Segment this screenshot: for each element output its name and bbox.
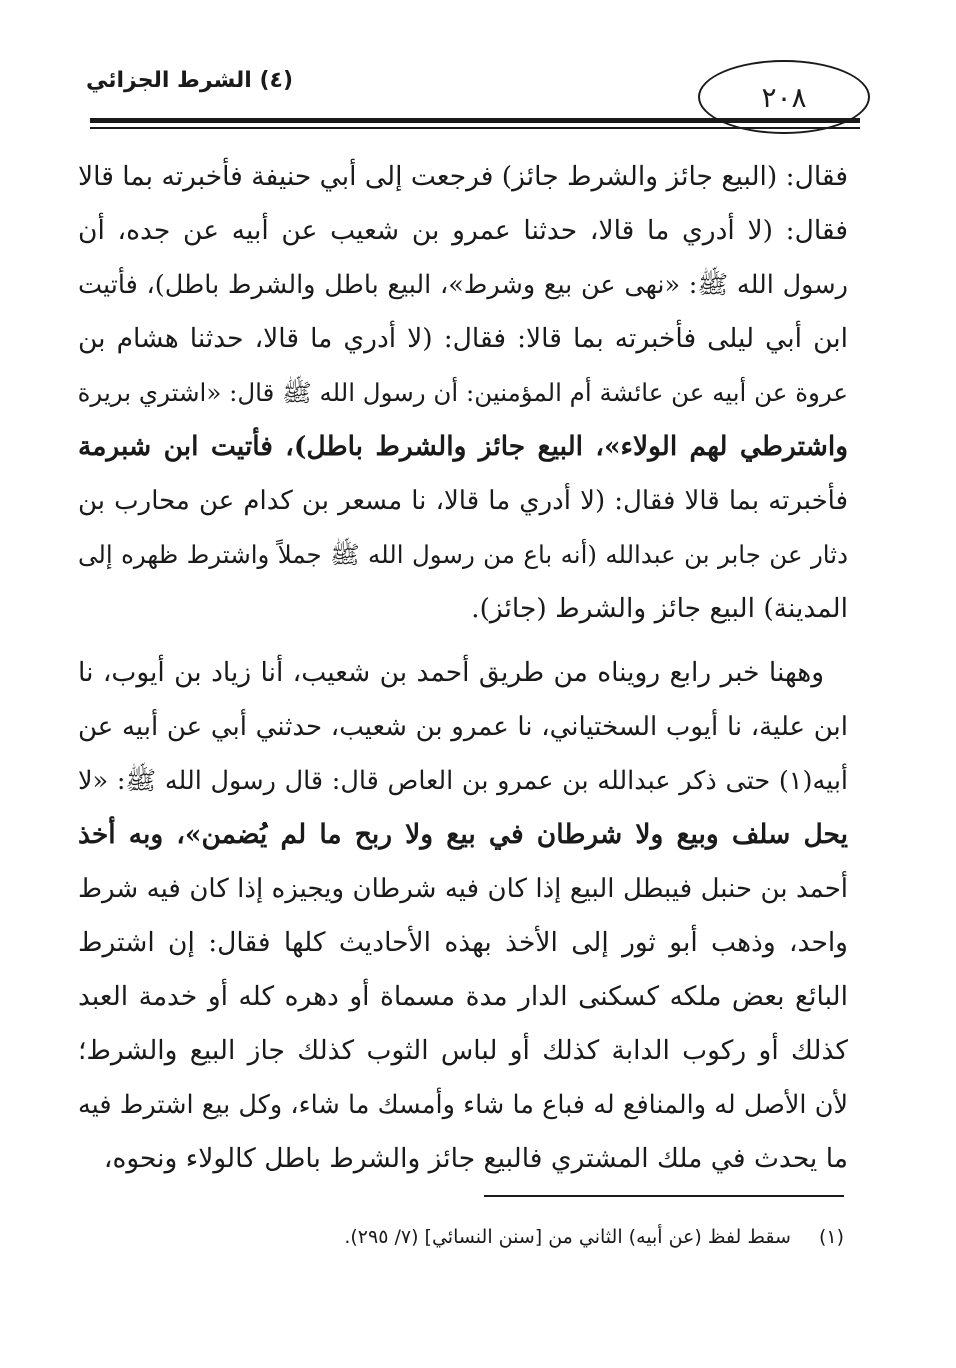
- text-line: ما يحدث في ملك المشتري فالبيع جائز والشرط باطل كالولاء ونحوه،: [103, 1143, 848, 1174]
- text-line: عروة عن أبيه عن عائشة أم المؤمنين: أن رسول الله ﷺ قال: «اشتري بريرة: [77, 378, 848, 407]
- text-line: يحل سلف وبيع ولا شرطان في بيع ولا ربح ما لم يُضمن»، وبه أخذ: [78, 819, 848, 850]
- running-title: (٤) الشرط الجزائي: [86, 68, 293, 93]
- text-line: وههنا خبر رابع رويناه من طريق أحمد بن شعيب، أنا زياد بن أيوب، نا: [78, 657, 824, 688]
- footnote-text: سقط لفظ (عن أبيه) الثاني من [سنن النسائي] (٧/ ٢٩٥).: [344, 1226, 791, 1248]
- paragraph-1: [78, 150, 848, 636]
- page-number: ٢٠٨: [698, 60, 870, 134]
- header-rule-thin: [90, 127, 860, 129]
- text-line: ابن علية، نا أيوب السختياني، نا عمرو بن شعيب، حدثني أبي عن أبيه عن: [78, 712, 848, 742]
- paragraph-2: [78, 646, 848, 1186]
- text-line: واحد، وذهب أبو ثور إلى الأخذ بهذه الأحاديث كلها فقال: إن اشترط: [78, 927, 848, 958]
- text-line: فقال: (لا أدري ما قالا، حدثنا عمرو بن شعيب عن أبيه عن جده، أن: [78, 215, 848, 246]
- text-line: فقال: (البيع جائز والشرط جائز) فرجعت إلى أبي حنيفة فأخبرته بما قالا: [78, 161, 848, 192]
- main-text: [78, 150, 848, 1186]
- footnote-rule: [484, 1195, 844, 1197]
- text-line: أبيه(١) حتى ذكر عبدالله بن عمرو بن العاص قال: قال رسول الله ﷺ: «لا: [78, 766, 848, 796]
- text-line: أحمد بن حنبل فيبطل البيع إذا كان فيه شرطان ويجيزه إذا كان فيه شرط: [78, 874, 848, 904]
- text-line: فأخبرته بما قالا فقال: (لا أدري ما قالا، نا مسعر بن كدام عن محارب بن: [78, 486, 848, 516]
- text-line: دثار عن جابر بن عبدالله (أنه باع من رسول الله ﷺ جملاً واشترط ظهره إلى: [78, 540, 848, 569]
- text-line: ابن أبي ليلى فأخبرته بما قالا: فقال: (لا أدري ما قالا، حدثنا هشام بن: [78, 323, 848, 354]
- footnote-number: (١): [818, 1226, 844, 1248]
- text-line: البائع بعض ملكه كسكنى الدار مدة مسماة أو دهره كله أو خدمة العبد: [78, 981, 848, 1012]
- paragraph-gap: [78, 636, 848, 646]
- text-line: لأن الأصل له والمنافع له فباع ما شاء وأمسك ما شاء، وكل بيع اشترط فيه: [78, 1090, 848, 1120]
- text-line: كذلك أو ركوب الدابة كذلك أو لباس الثوب كذلك جاز البيع والشرط؛: [78, 1035, 848, 1066]
- text-line: المدينة) البيع جائز والشرط (جائز).: [471, 593, 848, 624]
- text-line: رسول الله ﷺ: «نهى عن بيع وشرط»، البيع باطل والشرط باطل)، فأتيت: [78, 270, 848, 300]
- footnote: [344, 1226, 844, 1248]
- header-rule-thick: [90, 118, 860, 123]
- text-line: واشترطي لهم الولاء»، البيع جائز والشرط باطل)، فأتيت ابن شبرمة: [78, 431, 848, 462]
